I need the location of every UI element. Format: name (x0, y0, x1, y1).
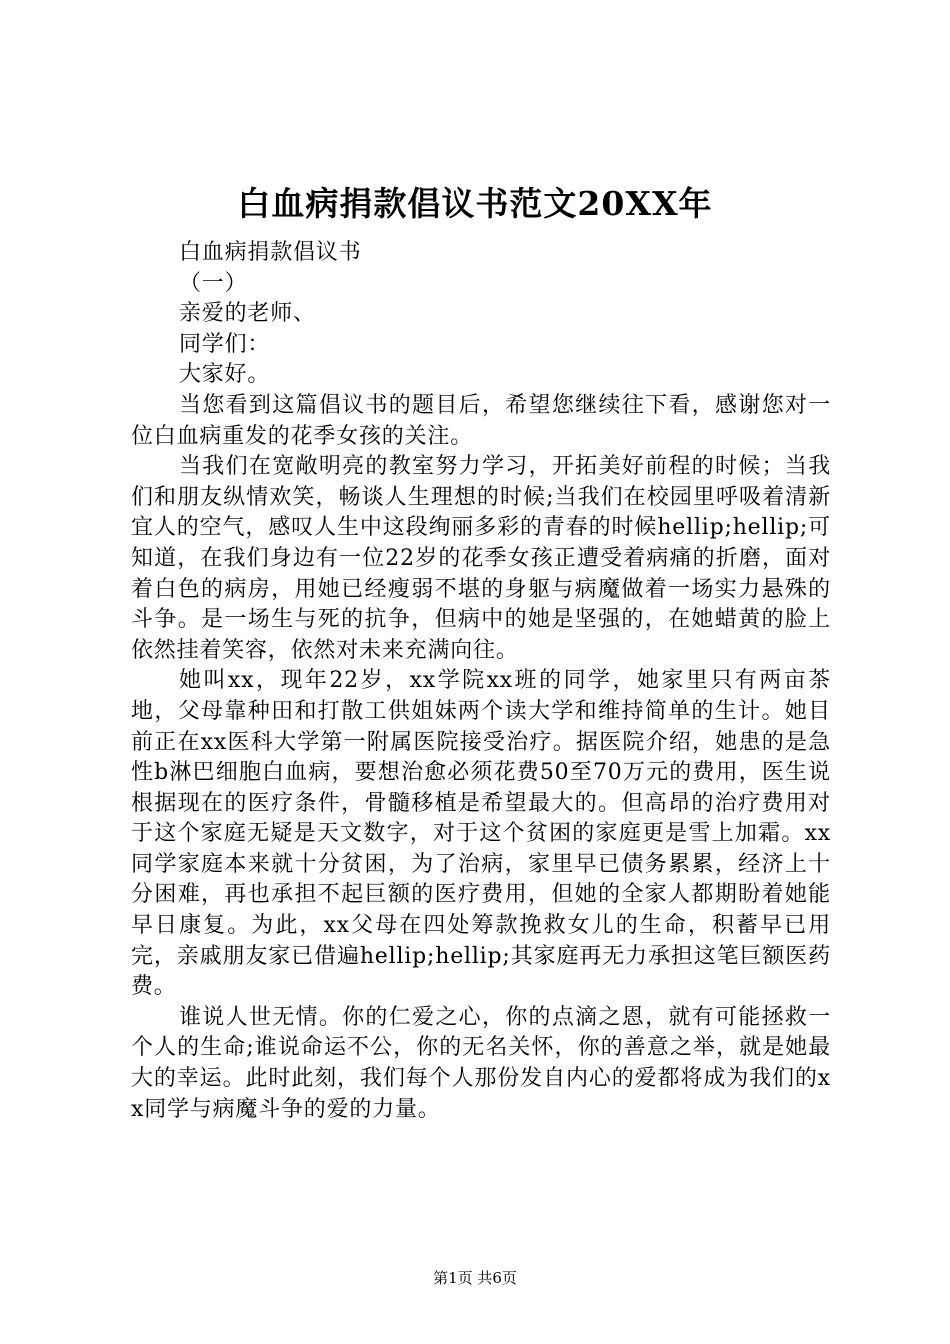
page-footer: 第1页 共6页 (433, 1269, 517, 1287)
salutation-line: 亲爱的老师、 (179, 301, 316, 327)
subtitle-line: 白血病捐款倡议书 (179, 240, 362, 265)
greeting-line: 大家好。 (179, 362, 271, 388)
body-paragraph: 当我们在宽敞明亮的教室努力学习，开拓美好前程的时候；当我们和朋友纵情欢笑，畅谈人生理想的时候;当我们在校园里呼吸着清新宜人的空气，感叹人生中这段绚丽多彩的青春的时候hellip;hellip;可知道，在我们身边有一位22岁的花季女孩正遭受着病痛的折磨，面对着白色的病房，用她已经瘦弱不堪的身躯与病魔做着一场实力悬殊的斗争。是一场生与死的抗争，但病中的她是坚强的，在她蜡黄的脸上依然挂着笑容，依然对未来充满向往。 (131, 454, 831, 663)
document-body (131, 238, 831, 1125)
section-number-line: （一） (179, 270, 248, 296)
body-paragraph: 她叫xx，现年22岁，xx学院xx班的同学，她家里只有两亩茶地，父母靠种田和打散工供姐妹两个读大学和维持简单的生计。她目前正在xx医科大学第一附属医院接受治疗。据医院介绍，她患的是急性b淋巴细胞白血病，要想治愈必须花费50至70万元的费用，医生说根据现在的医疗条件，骨髓移植是希望最大的。但高昂的治疗费用对于这个家庭无疑是天文数字，对于这个贫困的家庭更是雪上加霜。xx同学家庭本来就十分贫困，为了治病，家里早已债务累累，经济上十分困难，再也承担不起巨额的医疗费用，但她的全家人都期盼着她能早日康复。为此，xx父母在四处筹款挽救女儿的生命，积蓄早已用完，亲戚朋友家已借遍hellip;hellip;其家庭再无力承担这笔巨额医药费。 (131, 668, 831, 1000)
body-paragraph: 谁说人世无情。你的仁爱之心，你的点滴之恩，就有可能拯救一个人的生命;谁说命运不公，你的无名关怀，你的善意之举，就是她最大的幸运。此时此刻，我们每个人那份发自内心的爱都将成为我们的xx同学与病魔斗争的爱的力量。 (131, 1004, 831, 1122)
body-paragraph: 当您看到这篇倡议书的题目后，希望您继续往下看，感谢您对一位白血病重发的花季女孩的关注。 (131, 392, 831, 449)
document-title: 白血病捐款倡议书范文20XX年 (237, 184, 713, 223)
salutation-line: 同学们： (179, 331, 271, 357)
